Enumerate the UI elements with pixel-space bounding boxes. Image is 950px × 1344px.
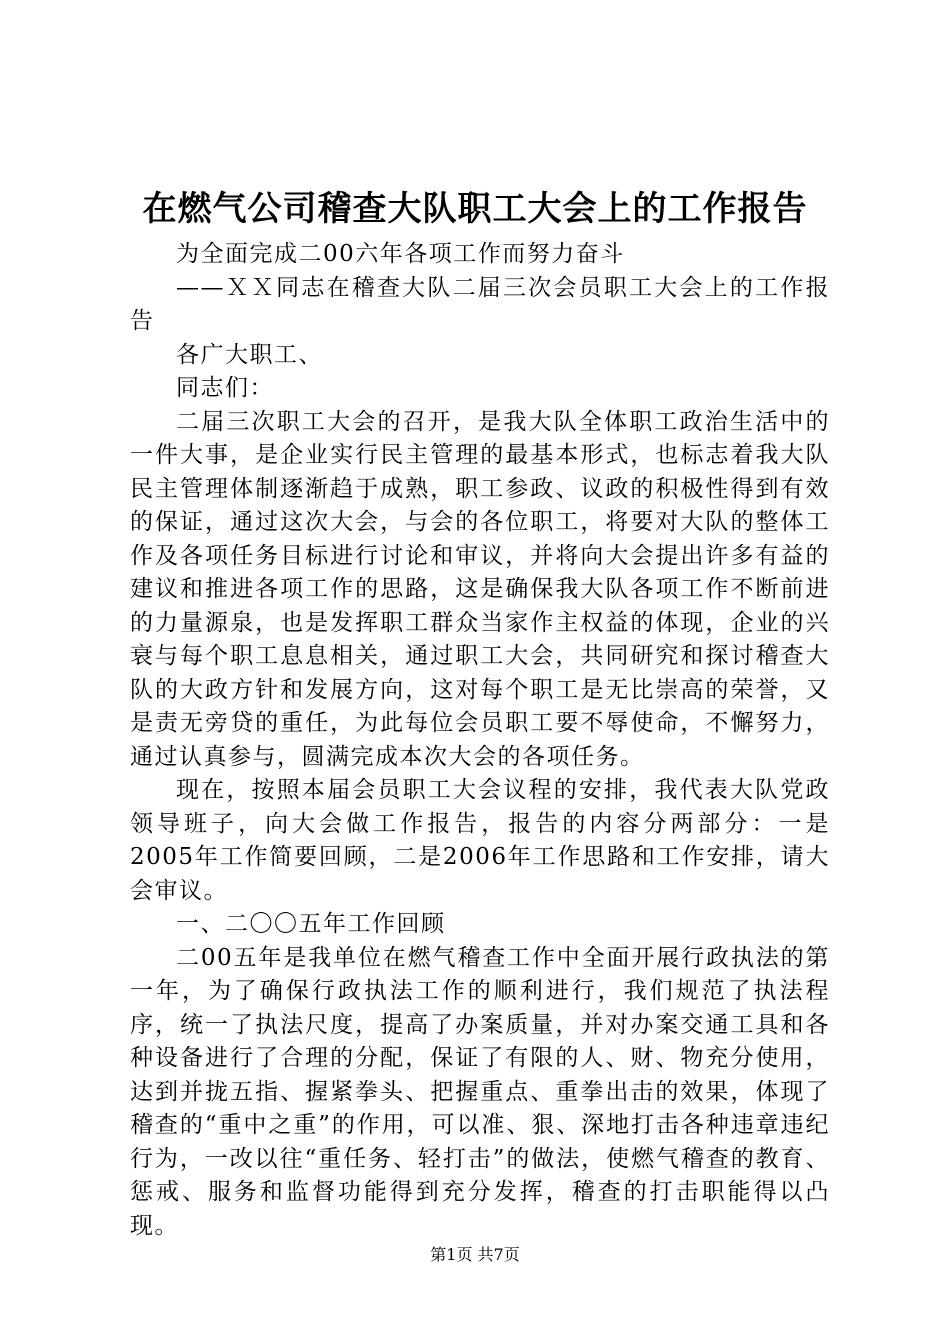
salutation-paragraph: 同志们： xyxy=(176,375,274,401)
body-paragraph: 二00五年是我单位在燃气稽查工作中全面开展行政执法的第一年，为了确保行政执法工作的顺利进行，我们规范了执法程序，统一了执法尺度，提高了办案质量，并对办案交通工具和各种设备进行了合理的分配，保证了有限的人、财、物充分使用，达到并拢五指、握紧拳头、把握重点、重拳出击的效果，体现了稽查的“重中之重”的作用，可以准、狠、深地打击各种违章违纪行为，一改以往“重任务、轻打击”的做法，使燃气稽查的教育、惩戒、服务和监督功能得到充分发挥，稽查的打击职能得以凸现。 xyxy=(130,944,830,1239)
byline-paragraph: ——ＸＸ同志在稽查大队二届三次会员职工大会上的工作报告 xyxy=(130,274,830,334)
page-footer: 第1页 共7页 xyxy=(430,1245,520,1264)
salutation-paragraph: 各广大职工、 xyxy=(176,341,323,368)
body-paragraph: 二届三次职工大会的召开，是我大队全体职工政治生活中的一件大事，是企业实行民主管理的最基本形式，也标志着我大队民主管理体制逐渐趋于成熟，职工参政、议政的积极性得到有效的保证，通过这次大会，与会的各位职工，将要对大队的整体工作及各项任务目标进行讨论和审议，并将向大会提出许多有益的建议和推进各项工作的思路，这是确保我大队各项工作不断前进的力量源泉，也是发挥职工群众当家作主权益的体现，企业的兴衰与每个职工息息相关，通过职工大会，共同研究和探讨稽查大队的大政方针和发展方向，这对每个职工是无比崇高的荣誉，又是责无旁贷的重任，为此每位会员职工要不辱使命，不懈努力，通过认真参与，圆满完成本次大会的各项任务。 xyxy=(130,408,830,770)
body-paragraph: 现在，按照本届会员职工大会议程的安排，我代表大队党政领导班子，向大会做工作报告，报告的内容分两部分：一是2005年工作简要回顾，二是2006年工作思路和工作安排，请大会审议。 xyxy=(130,777,830,904)
section-heading: 一、二〇〇五年工作回顾 xyxy=(176,911,446,937)
document-title: 在燃气公司稽查大队职工大会上的工作报告 xyxy=(142,189,808,229)
document-body xyxy=(130,238,830,1243)
subtitle-paragraph: 为全面完成二00六年各项工作而努力奋斗 xyxy=(176,241,625,267)
